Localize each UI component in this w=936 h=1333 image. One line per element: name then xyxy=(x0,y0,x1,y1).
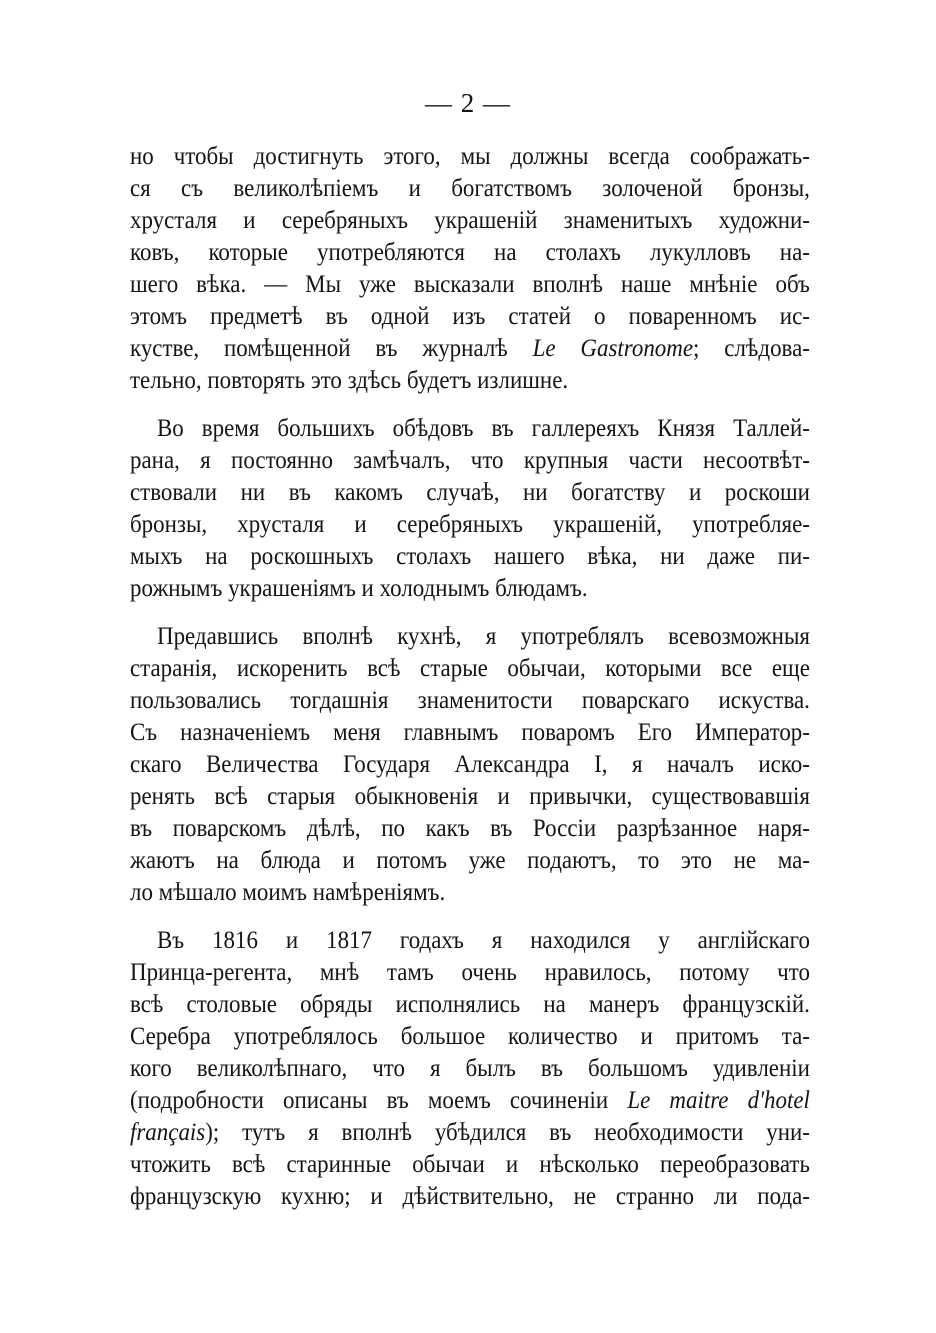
paragraph xyxy=(130,620,810,908)
text-line: въ поварскомъ дѣлѣ, по какъ въ Россіи разрѣзанное наря- xyxy=(130,813,810,842)
paragraph xyxy=(130,140,810,396)
text-line: чтожить всѣ старинные обычаи и нѣсколько переобразовать xyxy=(130,1149,810,1178)
text-line: старанія, искоренить всѣ старые обычаи, которыми все еще xyxy=(130,653,810,682)
text-line: всѣ столовые обряды исполнялись на манеръ французскій. xyxy=(130,989,810,1018)
text-line: жаютъ на блюда и потомъ уже подаютъ, то это не ма- xyxy=(130,845,810,874)
text-line: рана, я постоянно замѣчалъ, что крупныя части несоотвѣт- xyxy=(130,445,810,474)
paragraph xyxy=(130,924,810,1212)
text-line: скаго Величества Государя Александра I, я началъ иско- xyxy=(130,749,810,778)
text-segment: ); тутъ я вполнѣ убѣдился въ необходимости уни- xyxy=(205,1117,810,1146)
text-line: Въ 1816 и 1817 годахъ я находился у англійскаго xyxy=(157,925,810,954)
italic-title: Le maitre d'hotel xyxy=(627,1085,810,1114)
text-segment: (подробности описаны въ моемъ сочиненіи xyxy=(130,1085,628,1114)
text-line: пользовались тогдашнія знаменитости поварскаго искуства. xyxy=(130,685,810,714)
text-segment: ; слѣдова- xyxy=(693,333,810,362)
text-line xyxy=(130,1116,810,1148)
text-line: кого великолѣпнаго, что я былъ въ большомъ удивленіи xyxy=(130,1053,810,1082)
text-line: Принца-регента, мнѣ тамъ очень нравилось, потому что xyxy=(130,957,810,986)
text-line: ся съ великолѣпіемъ и богатствомъ золоченой бронзы, xyxy=(130,173,810,202)
text-line xyxy=(130,1084,810,1116)
text-line: бронзы, хрусталя и серебряныхъ украшеній, употребляе- xyxy=(130,509,810,538)
body-text xyxy=(130,140,810,1212)
paragraph xyxy=(130,412,810,604)
text-line: Во время большихъ обѣдовъ въ галлереяхъ Князя Таллей- xyxy=(157,413,810,442)
text-line xyxy=(130,332,810,364)
text-line: ло мѣшало моимъ намѣреніямъ. xyxy=(130,877,446,906)
text-line: рожнымъ украшеніямъ и холоднымъ блюдамъ. xyxy=(130,573,588,602)
text-line: Съ назначеніемъ меня главнымъ поваромъ Его Император- xyxy=(130,717,810,746)
text-line: ствовали ни въ какомъ случаѣ, ни богатству и роскоши xyxy=(130,477,810,506)
text-line: но чтобы достигнуть этого, мы должны всегда соображать- xyxy=(130,141,810,170)
text-line: Предавшись вполнѣ кухнѣ, я употреблялъ всевозможныя xyxy=(157,621,810,650)
text-line: шего вѣка. — Мы уже высказали вполнѣ наше мнѣніе объ xyxy=(130,269,810,298)
text-segment: кустве, помѣщенной въ журналѣ xyxy=(130,333,533,362)
text-line: французскую кухню; и дѣйствительно, не странно ли пода- xyxy=(130,1181,810,1210)
text-line: Серебра употреблялось большое количество и притомъ та- xyxy=(130,1021,810,1050)
italic-title: Le Gastronome xyxy=(532,333,694,362)
italic-title: français xyxy=(130,1117,206,1146)
text-line: мыхъ на роскошныхъ столахъ нашего вѣка, ни даже пи- xyxy=(130,541,810,570)
text-line: этомъ предметѣ въ одной изъ статей о поваренномъ ис- xyxy=(130,301,810,330)
text-line: ковъ, которые употребляются на столахъ лукулловъ на- xyxy=(130,237,810,266)
page-number: — 2 — xyxy=(425,88,511,118)
text-line: тельно, повторять это здѣсь будетъ излишне. xyxy=(130,365,569,394)
text-line: хрусталя и серебряныхъ украшеній знаменитыхъ художни- xyxy=(130,205,810,234)
text-line: ренять всѣ старыя обыкновенія и привычки, существовавшія xyxy=(130,781,810,810)
